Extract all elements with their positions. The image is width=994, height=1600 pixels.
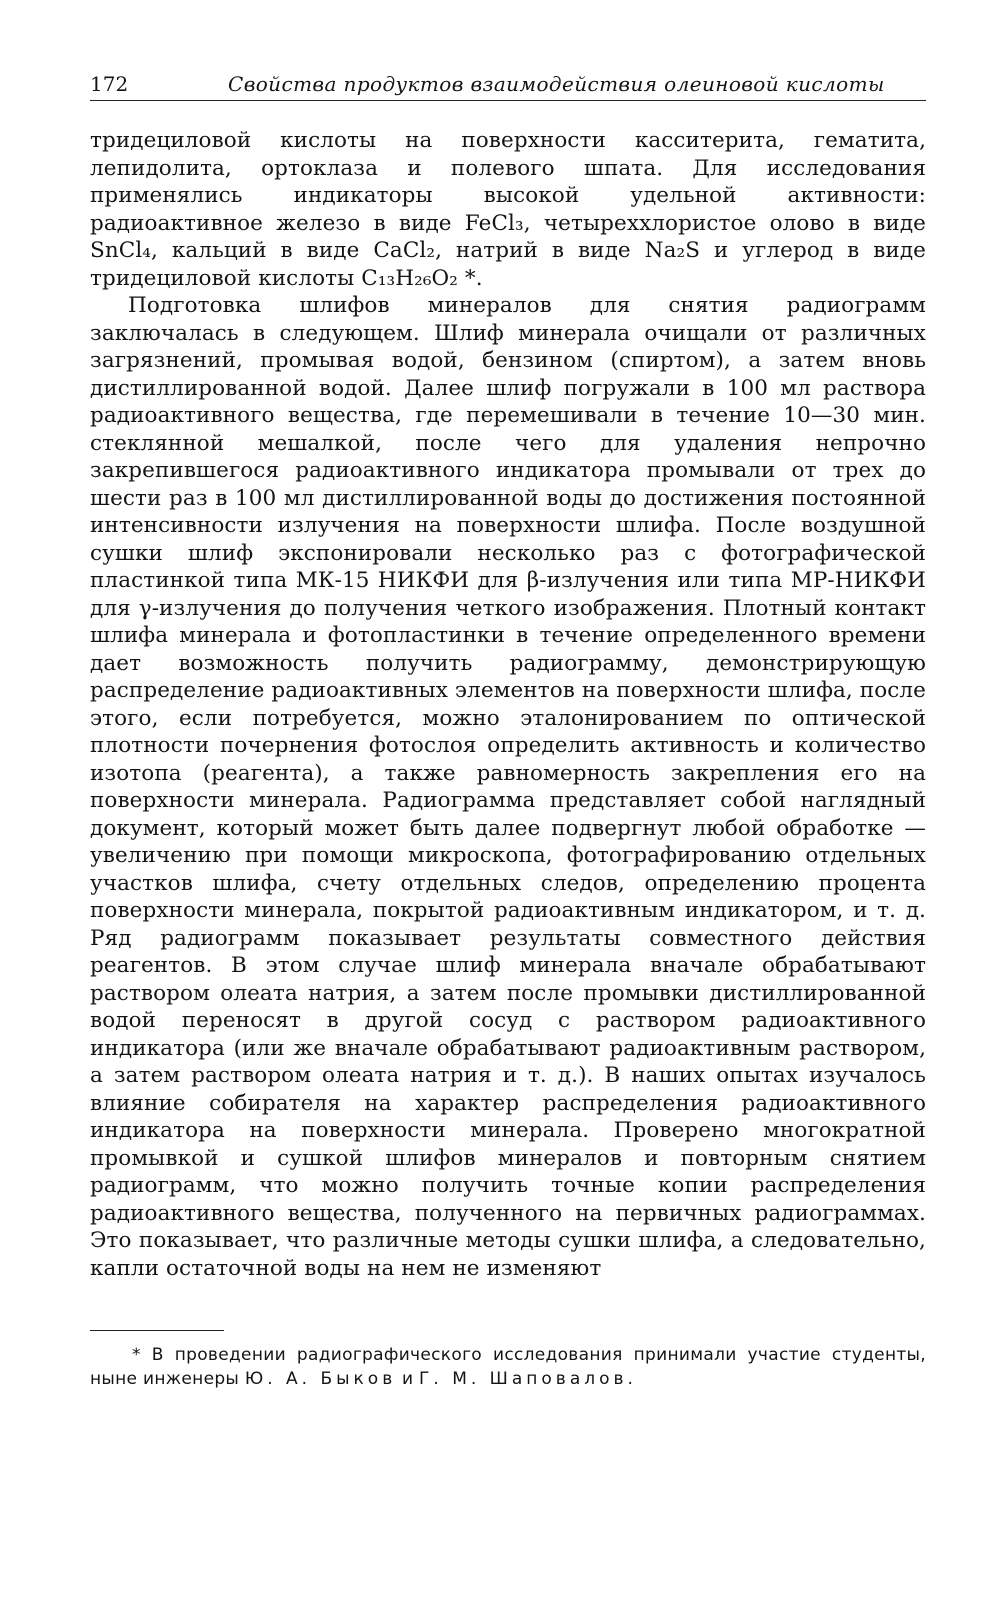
page-header <box>90 64 926 101</box>
main-text <box>90 127 926 1282</box>
footnote-text: * В проведении радиографического исследования принимали участие студенты, ныне инженеры <box>90 1345 926 1389</box>
page-number: 172 <box>90 72 129 96</box>
footnote-conjunction: и <box>401 1369 414 1389</box>
footnote <box>90 1343 926 1391</box>
running-title: Свойства продуктов взаимодействия олеиновой кислоты <box>228 72 885 96</box>
footnote-author-2: Г. М. Шаповалов <box>419 1369 628 1389</box>
paragraph: Подготовка шлифов минералов для снятия радиограмм заключалась в следующем. Шлиф минерала очищали от различных загрязнений, промывая водой, бензином (спиртом), а затем вновь дистиллированной водой. Далее шлиф погружали в 100 мл раствора радиоактивного вещества, где перемешивали в течение 10—30 мин. стеклянной мешалкой, после чего для удаления непрочно закрепившегося радиоактивного индикатора промывали от трех до шести раз в 100 мл дистиллированной воды до достижения постоянной интенсивности излучения на поверхности шлифа. После воздушной сушки шлиф экспонировали несколько раз с фотографической пластинкой типа МК-15 НИКФИ для β-излучения или типа МР-НИКФИ для γ-излучения до получения четкого изображения. Плотный контакт шлифа минерала и фотопластинки в течение определенного времени дает возможность получить радиограмму, демонстрирующую распределение радиоактивных элементов на поверхности шлифа, после этого, если потребуется, можно эталонированием по оптической плотности почернения фотослоя определить активность и количество изотопа (реагента), а также равномерность закрепления его на поверхности минерала. Радиограмма представляет собой наглядный документ, который может быть далее подвергнут любой обработке — увеличению при помощи микроскопа, фотографированию отдельных участков шлифа, счету отдельных следов, определению процента поверхности минерала, покрытой радиоактивным индикатором, и т. д. Ряд радиограмм показывает результаты совместного действия реагентов. В этом случае шлиф минерала вначале обрабатывают раствором олеата натрия, а затем после промывки дистиллированной водой переносят в другой сосуд с раствором радиоактивного индикатора (или же вначале обрабатывают радиоактивным раствором, а затем раствором олеата натрия и т. д.). В наших опытах изучалось влияние собирателя на характер распределения радиоактивного индикатора на поверхности минерала. Проверено многократной промывкой и сушкой шлифов минералов и повторным снятием радиограмм, что можно получить точные копии распределения радиоактивного вещества, полученного на первичных радиограммах. Это показывает, что различные методы сушки шлифа, а следовательно, капли остаточной воды на нем не изменяют <box>90 293 926 1281</box>
book-page <box>90 64 926 1391</box>
footnote-author-1: Ю. А. Быков <box>244 1369 397 1389</box>
footnote-end: . <box>627 1369 634 1389</box>
footnote-divider <box>90 1330 224 1331</box>
paragraph-continuation: тридециловой кислоты на поверхности касситерита, гематита, лепидолита, ортоклаза и полевого шпата. Для исследования применялись индикаторы высокой удельной активности: радиоактивное железо в виде FeCl₃, четыреххлористое олово в виде SnCl₄, кальций в виде CaCl₂, натрий в виде Na₂S и углерод в виде тридециловой кислоты C₁₃H₂₆O₂ *. <box>90 128 926 291</box>
